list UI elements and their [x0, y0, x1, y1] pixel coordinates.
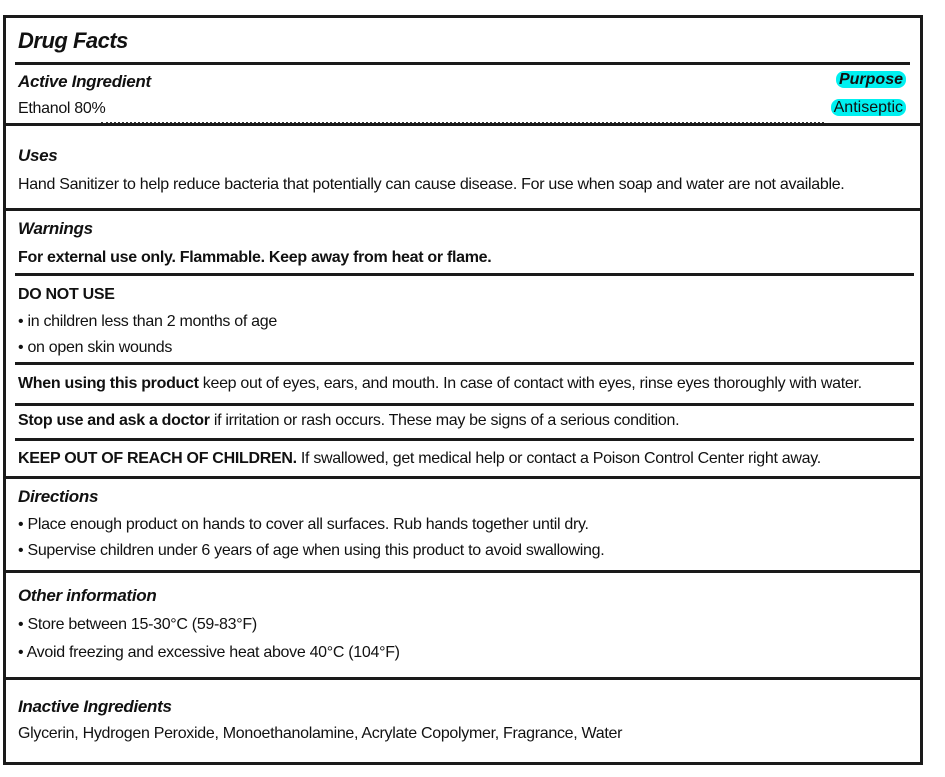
- when-using-warning: [18, 375, 862, 393]
- purpose-heading: [836, 71, 906, 89]
- do-not-use-heading: DO NOT USE: [18, 286, 115, 303]
- divider: [6, 677, 920, 680]
- uses-heading: Uses: [18, 146, 58, 165]
- other-info-item: • Store between 15-30°C (59-83°F): [18, 616, 257, 633]
- divider: [15, 362, 914, 365]
- divider: [6, 208, 920, 211]
- stop-use-warning: [18, 412, 679, 430]
- active-ingredient-heading: Active Ingredient: [18, 72, 151, 91]
- directions-heading: Directions: [18, 487, 99, 506]
- directions-item: • Place enough product on hands to cover all surfaces. Rub hands together until dry.: [18, 516, 589, 533]
- inactive-heading: Inactive Ingredients: [18, 697, 172, 716]
- other-info-item: • Avoid freezing and excessive heat above 40°C (104°F): [18, 644, 400, 661]
- purpose: [831, 99, 906, 117]
- directions-item: • Supervise children under 6 years of age when using this product to avoid swallowing.: [18, 542, 605, 559]
- do-not-use-item: • on open skin wounds: [18, 339, 173, 356]
- purpose-text: Antiseptic: [831, 99, 906, 116]
- drug-facts-panel: [3, 15, 923, 765]
- keep-out-text: If swallowed, get medical help or contact a Poison Control Center right away.: [296, 450, 821, 467]
- divider: [6, 123, 920, 126]
- divider: [6, 570, 920, 573]
- flammable-warning: For external use only. Flammable. Keep away from heat or flame.: [18, 249, 492, 266]
- item-text: Supervise children under 6 years of age when using this product to avoid swallowing.: [27, 542, 605, 559]
- inactive-text: Glycerin, Hydrogen Peroxide, Monoethanolamine, Acrylate Copolymer, Fragrance, Water: [18, 725, 623, 742]
- item-text: in children less than 2 months of age: [27, 313, 277, 330]
- divider: [15, 273, 914, 276]
- stop-use-text: if irritation or rash occurs. These may be signs of a serious condition.: [209, 412, 680, 429]
- divider: [15, 62, 910, 65]
- uses-text: Hand Sanitizer to help reduce bacteria that potentially can cause disease. For use when soap and water are not available.: [18, 176, 845, 193]
- stop-use-label: Stop use and ask a doctor: [18, 412, 210, 429]
- divider: [15, 438, 914, 441]
- other-info-heading: Other information: [18, 586, 157, 605]
- purpose-heading-text: Purpose: [836, 71, 906, 88]
- item-text: Avoid freezing and excessive heat above 40°C (104°F): [26, 644, 400, 661]
- keep-out-label: KEEP OUT OF REACH OF CHILDREN.: [18, 450, 297, 467]
- do-not-use-item: • in children less than 2 months of age: [18, 313, 277, 330]
- item-text: Store between 15-30°C (59-83°F): [27, 616, 257, 633]
- item-text: on open skin wounds: [27, 339, 173, 356]
- keep-out-warning: [18, 450, 821, 468]
- item-text: Place enough product on hands to cover all surfaces. Rub hands together until dry.: [27, 516, 589, 533]
- warnings-heading: Warnings: [18, 219, 93, 238]
- when-using-label: When using this product: [18, 375, 199, 392]
- when-using-text: keep out of eyes, ears, and mouth. In case of contact with eyes, rinse eyes thoroughly with water.: [198, 375, 862, 392]
- active-ingredient: Ethanol 80%: [18, 100, 106, 117]
- panel-title: Drug Facts: [18, 28, 128, 53]
- divider: [15, 403, 914, 406]
- divider: [6, 476, 920, 479]
